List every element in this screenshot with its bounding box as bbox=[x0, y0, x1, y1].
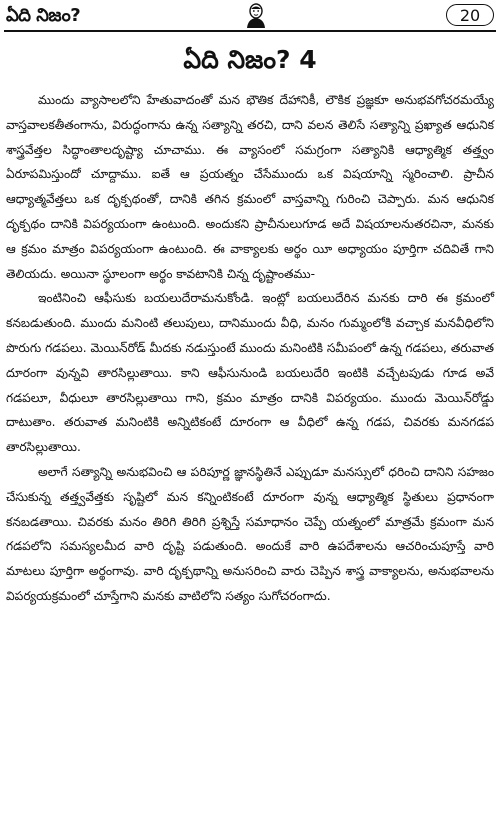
paragraph: అలాగే సత్యాన్ని అనుభవించి ఆ పరిపూర్ణ జ్ఞానస్థితినే ఎప్పుడూ మనస్సులో ధరించి దానిని సహజం చేసుకున్న తత్త్వవేత్తకు సృష్టిలో మన కన్నింటికంటే దూరంగా వున్న ఆధ్యాత్మిక స్థితులు ప్రధానంగా కనబడతాయి. చివరకు మనం తిరిగి తిరిగి ప్రశ్నిస్తే సమాధానం చెప్పే యత్నంలో మాత్రమే క్రమంగా మన గడపలోని సమస్యలమీద వారి దృష్టి పడుతుంది. అందుకే వారి ఉపదేశాలను ఆచరించుపూస్తే వారి మాటలు పూర్తిగా అర్థంగావు. వారి దృక్పథాన్ని అనుసరించి వారు చెప్పిన శాస్త్ర వాక్యాలను, అనుభవాలను విపర్యయక్రమంలో చూస్తేగాని మనకు వాటిలోని సత్యం సుగోచరంగాదు. bbox=[6, 464, 494, 603]
page-number: 20 bbox=[446, 4, 494, 26]
paragraph: ఇంటినించి ఆఫీసుకు బయలుదేరామనుకోండి. ఇంట్లో బయలుదేరిన మనకు దారి ఈ క్రమంలో కనబడుతుంది. ముందు మనింటి తలుపులు, దానిముందు వీధి, మనం గుమ్మంలోకి వచ్చాక మనవీధిలోని పొరుగు గడపలు. మెయిన్‌రోడ్ మీదకు నడుస్తుంటే ముందు మనింటికి సమీపంలో ఉన్న గడపలు, తరువాత దూరంగా వున్నవి తారసిల్లుతాయి. కాని ఆఫీసునుండి బయలుదేరి ఇంటికి వచ్చేటపుడు గూడ అవే గడపలూ, వీధులూ తారసిల్లుతాయి గాని, క్రమం మాత్రం దానికి విపర్యయం. ముందు మెయిన్‌రోడ్డు దాటుతాం. తరువాత మనింటికి అన్నిటికంటే దూరంగా ఆ వీధిలో ఉన్న గడప, చివరకు మనగడప తారసిల్లుతాయి. bbox=[6, 291, 495, 455]
header-divider bbox=[4, 30, 496, 32]
author-portrait-icon bbox=[244, 2, 268, 28]
body-text bbox=[6, 88, 494, 609]
running-title: ఏది నిజం? bbox=[6, 5, 81, 26]
paragraph: ముందు వ్యాసాలలోని హేతువాదంతో మన భౌతిక దేహానికీ, లౌకిక ప్రజ్ఞకూ అనుభవగోచరమయ్యే వాస్తవాలకతీతంగాను, విరుద్ధంగాను ఉన్న సత్యాన్ని తరచి, దాని వలన తెలిసే సత్యాన్ని ప్రఖ్యాత ఆధునిక శాస్త్రవేత్తల సిద్ధాంతాలదృష్ట్యా చూచాము. ఈ వ్యాసంలో సమగ్రంగా సత్యానికి ఆధ్యాత్మిక తత్త్వం ఏరూపమిస్తుందో చూద్దాము. ఐతే ఆ ప్రయత్నం చేసేముందు ఒక విషయాన్ని స్మరించాలి. ప్రాచీన ఆధ్యాత్మవేత్తలు ఒక దృక్పథంతో, దానికి తగిన క్రమంలో వాస్తవాన్ని గురించి చెప్పారు. మన ఆధునిక దృక్పథం దానికి విపర్యయంగా ఉంటుంది. అందుకని ప్రాచీనులుగూడ అదే విషయాలనుతరచినా, మనకు ఆ క్రమం మాత్రం విపర్యయంగా ఉంటుంది. ఈ వాక్యాలకు అర్థం యీ అధ్యాయం పూర్తిగా చదివితే గాని తెలియదు. అయినా స్థూలంగా అర్థం కావటానికి చిన్న దృష్టాంతము- bbox=[6, 93, 494, 281]
chapter-title: ఏది నిజం? 4 bbox=[183, 45, 317, 74]
page-header bbox=[4, 2, 496, 30]
